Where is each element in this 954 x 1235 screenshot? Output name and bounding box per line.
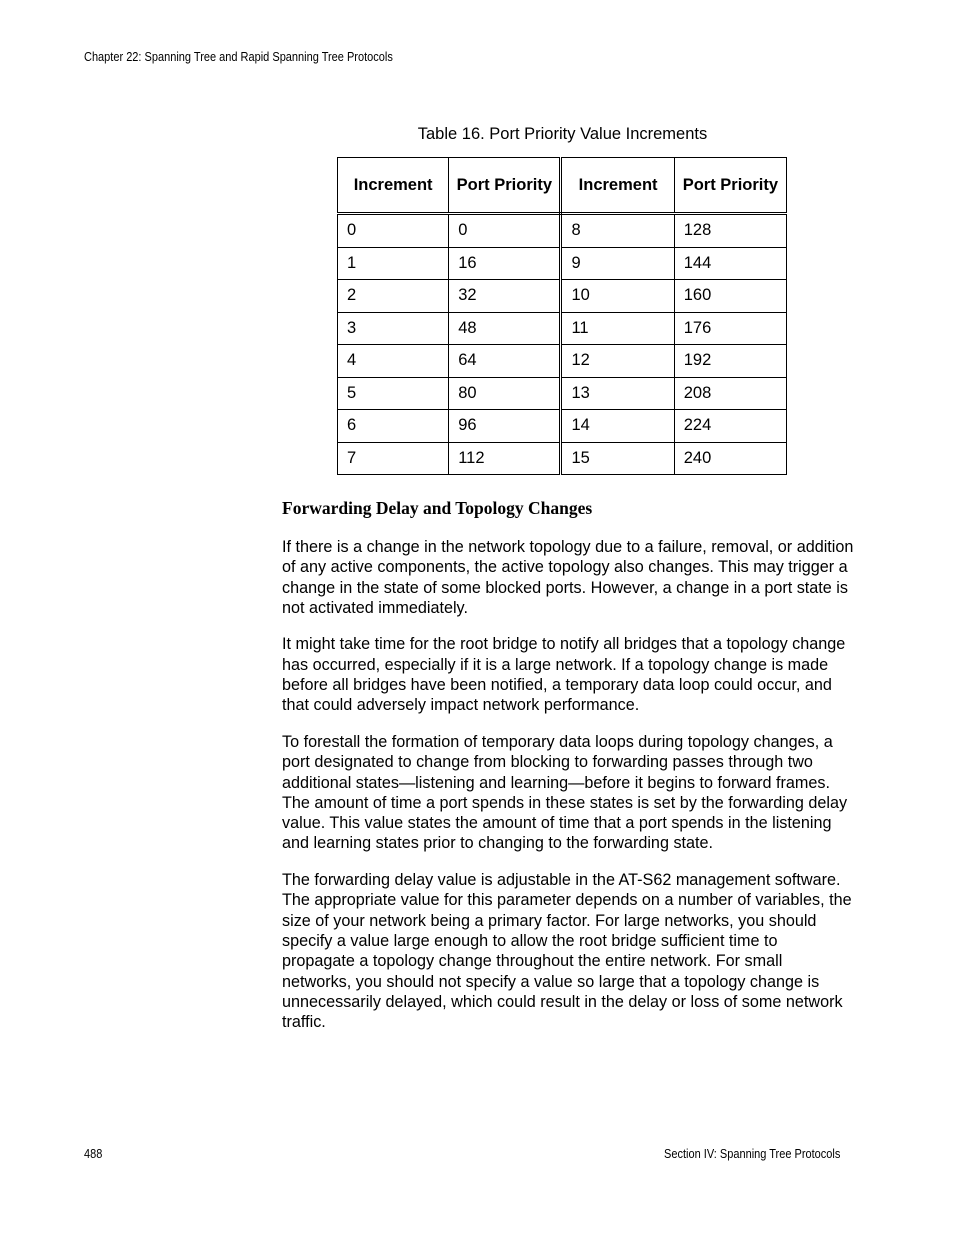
column-header: Increment (338, 158, 449, 214)
table-cell: 9 (561, 247, 674, 280)
port-priority-table (337, 157, 787, 475)
table-cell: 16 (449, 247, 561, 280)
table-cell: 224 (674, 410, 786, 443)
table-cell: 0 (449, 214, 561, 248)
table-header-row (338, 158, 787, 214)
table-cell: 240 (674, 442, 786, 475)
table-row (338, 410, 787, 443)
paragraph: The forwarding delay value is adjustable in the AT-S62 management software. The appropriate value for this parameter depends on a number of variables, the size of your network being a primary factor. For large networks, you should specify a value large enough to allow the root bridge sufficient time to propagate a topology change throughout the entire network. For small networks, you should not specify a value so large that a topology change is unnecessarily delayed, which could result in the delay or loss of some network traffic. (282, 871, 852, 1032)
footer-section: Section IV: Spanning Tree Protocols (663, 1147, 840, 1161)
table-cell: 208 (674, 377, 786, 410)
table-cell: 4 (338, 345, 449, 378)
column-header: Port Priority (449, 158, 561, 214)
table-cell: 13 (561, 377, 674, 410)
table-caption: Table 16. Port Priority Value Increments (417, 125, 708, 143)
table-row (338, 247, 787, 280)
table-cell: 80 (449, 377, 561, 410)
table-cell: 128 (674, 214, 786, 248)
table-cell: 64 (449, 345, 561, 378)
table-cell: 15 (561, 442, 674, 475)
table-cell: 6 (338, 410, 449, 443)
table-cell: 144 (674, 247, 786, 280)
table-cell: 7 (338, 442, 449, 475)
table-row (338, 345, 787, 378)
column-header: Port Priority (674, 158, 786, 214)
chapter-header: Chapter 22: Spanning Tree and Rapid Spanning Tree Protocols (84, 50, 393, 64)
table-cell: 2 (338, 280, 449, 313)
paragraph: If there is a change in the network topology due to a failure, removal, or addition of any active components, the active topology also changes. This may trigger a change in the state of some blocked ports. However, a change in a port state is not activated immediately. (282, 538, 854, 617)
table-cell: 112 (449, 442, 561, 475)
table-cell: 32 (449, 280, 561, 313)
page-number: 488 (84, 1147, 103, 1161)
table-cell: 160 (674, 280, 786, 313)
section-heading: Forwarding Delay and Topology Changes (282, 498, 593, 518)
table-row (338, 214, 787, 248)
column-header: Increment (561, 158, 674, 214)
section-body (282, 537, 854, 1049)
table-cell: 8 (561, 214, 674, 248)
table-row (338, 280, 787, 313)
table-cell: 10 (561, 280, 674, 313)
table-cell: 3 (338, 312, 449, 345)
table-cell: 1 (338, 247, 449, 280)
table-cell: 0 (338, 214, 449, 248)
table-cell: 14 (561, 410, 674, 443)
table-cell: 12 (561, 345, 674, 378)
paragraph: To forestall the formation of temporary data loops during topology changes, a port designated to change from blocking to forwarding passes through two additional states—listening and learning—before it begins to forward frames. The amount of time a port spends in these states is set by the forwarding delay value. This value states the amount of time that a port spends in the listening and learning states prior to changing to the forwarding state. (282, 732, 848, 853)
table-cell: 192 (674, 345, 786, 378)
table-cell: 5 (338, 377, 449, 410)
table-cell: 48 (449, 312, 561, 345)
paragraph: It might take time for the root bridge to notify all bridges that a topology change has occurred, especially if it is a large network. If a topology change is made before all bridges have been notified, a temporary data loop could occur, and that could adversely impact network performance. (282, 635, 846, 715)
table-cell: 176 (674, 312, 786, 345)
table-cell: 96 (449, 410, 561, 443)
table-row (338, 442, 787, 475)
table-row (338, 377, 787, 410)
table-cell: 11 (561, 312, 674, 345)
table-row (338, 312, 787, 345)
